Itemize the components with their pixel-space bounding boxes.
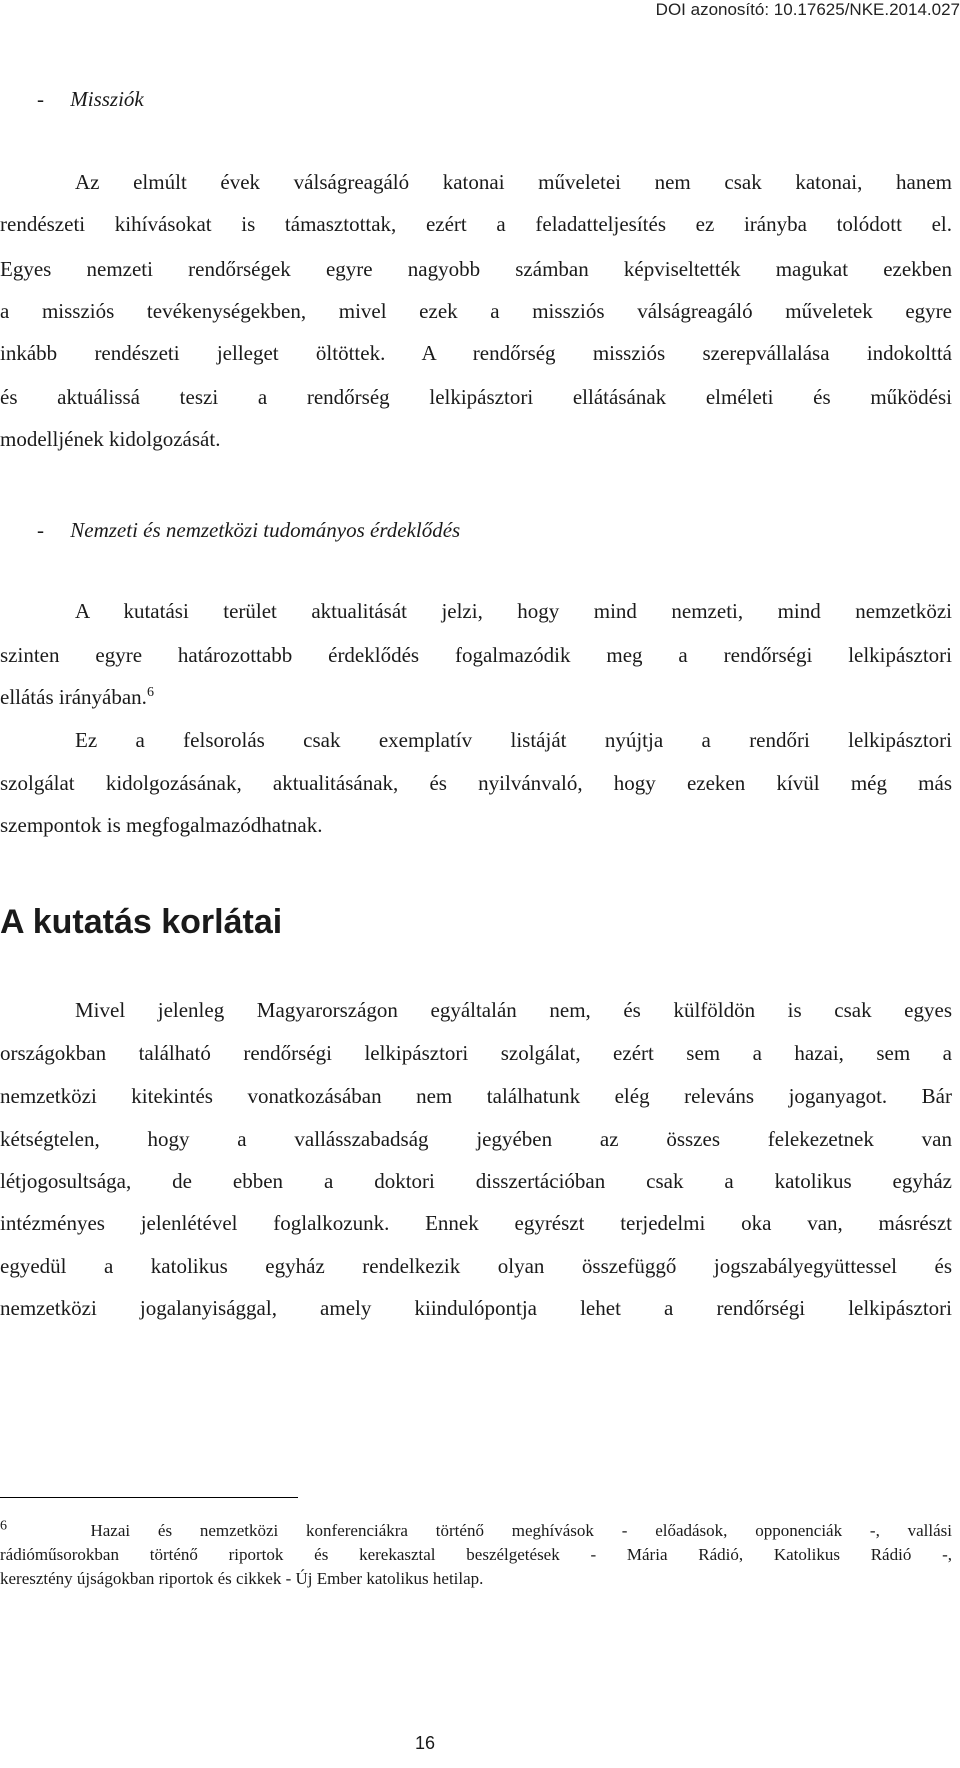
paragraph-line: országokban található rendőrségi lelkipásztori szolgálat, ezért sem a hazai, sem a — [0, 1041, 952, 1065]
paragraph-line: modelljének kidolgozását. — [0, 427, 221, 451]
paragraph-line — [0, 684, 960, 710]
page-number: 16 — [414, 1733, 436, 1753]
paragraph-line: szempontok is megfogalmazódhatnak. — [0, 813, 323, 837]
heading-text: Nemzeti és nemzetközi tudományos érdeklődés — [70, 518, 461, 542]
paragraph-text: ellátás irányában. — [0, 685, 147, 709]
paragraph-line: nemzetközi kitekintés vonatkozásában nem találhatunk elég releváns joganyagot. Bár — [0, 1084, 952, 1108]
paragraph-line: rendészeti kihívásokat is támasztottak, ezért a feladatteljesítés ez irányba tolódott el. — [0, 212, 952, 236]
paragraph-line: nemzetközi jogalanyisággal, amely kiindulópontja lehet a rendőrségi lelkipásztori — [0, 1296, 952, 1320]
paragraph-line: inkább rendészeti jelleget öltöttek. A rendőrség missziós szerepvállalása indokolttá — [0, 341, 952, 365]
paragraph-line: intézményes jelenlétével foglalkozunk. Ennek egyrészt terjedelmi oka van, másrészt — [0, 1211, 952, 1235]
footnote-ref: 6 — [146, 685, 154, 700]
footnote-text: Hazai és nemzetközi konferenciákra történő meghívások - előadások, opponenciák -, vallási — [90, 1521, 953, 1540]
footnote-separator — [0, 1497, 298, 1498]
paragraph-line: és aktuálissá teszi a rendőrség lelkipásztori ellátásának elméleti és működési — [0, 385, 952, 409]
footnote-line: rádióműsorokban történő riportok és kerekasztal beszélgetések - Mária Rádió, Katolikus Rádió -, — [0, 1545, 952, 1564]
paragraph-line: létjogosultsága, de ebben a doktori disszertációban csak a katolikus egyház — [0, 1169, 952, 1193]
paragraph-line: Ez a felsorolás csak exemplatív listáját nyújtja a rendőri lelkipásztori — [75, 728, 952, 752]
doi-header: DOI azonosító: 10.17625/NKE.2014.027 — [655, 0, 960, 19]
paragraph-line: a missziós tevékenységekben, mivel ezek a missziós válságreagáló műveletek egyre — [0, 299, 952, 323]
paragraph-line: Egyes nemzeti rendőrségek egyre nagyobb számban képviseltették magukat ezekben — [0, 257, 952, 281]
paragraph-line: Az elmúlt évek válságreagáló katonai műveletei nem csak katonai, hanem — [75, 170, 952, 194]
section-heading-interest: - Nemzeti és nemzetközi tudományos érdeklődés — [37, 518, 461, 542]
footnote-line: keresztény újságokban riportok és cikkek - Új Ember katolikus hetilap. — [0, 1569, 484, 1588]
paragraph-line: szolgálat kidolgozásának, aktualitásának, és nyilvánvaló, hogy ezeken kívül még más — [0, 771, 952, 795]
paragraph-line: kétségtelen, hogy a vallásszabadság jegyében az összes felekezetnek van — [0, 1127, 952, 1151]
paragraph-line: A kutatási terület aktualitását jelzi, hogy mind nemzeti, mind nemzetközi — [75, 599, 952, 623]
section-heading-missions: - Missziók — [37, 87, 144, 111]
footnote-line — [0, 1518, 960, 1541]
paragraph-line: egyedül a katolikus egyház rendelkezik olyan összefüggő jogszabályegyüttessel és — [0, 1254, 952, 1278]
paragraph-line: Mivel jelenleg Magyarországon egyáltalán nem, és külföldön is csak egyes — [75, 998, 952, 1022]
footnote-number: 6 — [0, 1518, 7, 1534]
section-title: A kutatás korlátai — [0, 903, 283, 941]
heading-text: Missziók — [70, 87, 144, 111]
paragraph-line: szinten egyre határozottabb érdeklődés fogalmazódik meg a rendőrségi lelkipásztori — [0, 643, 952, 667]
